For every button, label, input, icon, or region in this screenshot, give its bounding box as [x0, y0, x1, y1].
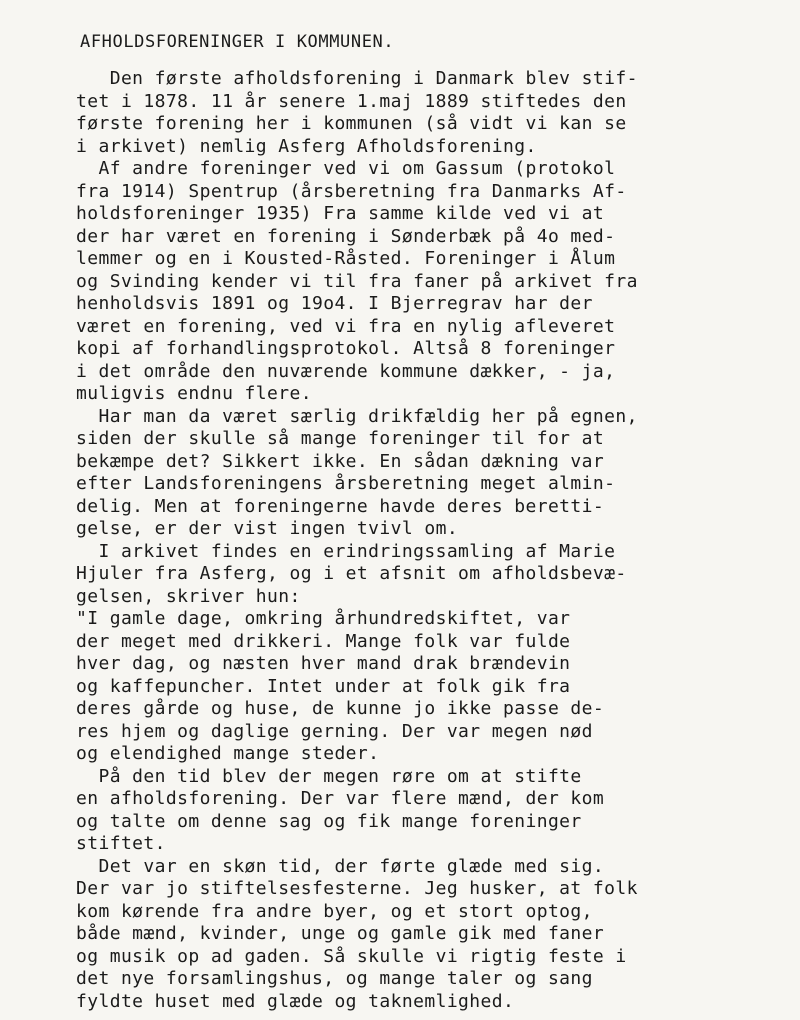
text-line: fra 1914) Spentrup (årsberetning fra Danmarks Af- [76, 180, 627, 202]
text-line: muligvis endnu flere. [76, 383, 312, 404]
text-line: Hjuler fra Asferg, og i et afsnit om afholdsbevæ- [76, 563, 627, 584]
text-line: deres gårde og huse, de kunne jo ikke passe de- [76, 698, 605, 719]
text-line: På den tid blev der megen røre om at stifte [76, 765, 582, 787]
text-line: og kaffepuncher. Intet under at folk gik fra [76, 675, 571, 697]
text-line: tet i 1878. 11 år senere 1.maj 1889 stiftedes den [76, 90, 627, 112]
text-line: Der var jo stiftelsesfesterne. Jeg husker, at folk [76, 878, 638, 899]
text-line: i det område den nuværende kommune dækker, - ja, [76, 360, 616, 382]
text-line: gelse, er der vist ingen tvivl om. [76, 518, 459, 539]
text-line: kom kørende fra andre byer, og et stort optog, [76, 900, 593, 922]
text-line: og talte om denne sag og fik mange foreninger [76, 810, 582, 832]
text-line: gelsen, skriver hun: [76, 585, 301, 607]
text-line: "I gamle dage, omkring århundredskiftet, var [76, 608, 571, 629]
text-line: stiftet. [76, 833, 166, 854]
text-line: Det var en skøn tid, der førte glæde med sig. [76, 855, 605, 877]
page-body [76, 68, 638, 1013]
text-line: henholdsvis 1891 og 19o4. I Bjerregrav har der [76, 293, 593, 314]
text-line: første forening her i kommunen (så vidt vi kan se [76, 113, 627, 134]
text-line: både mænd, kvinder, unge og gamle gik med faner [76, 923, 605, 944]
text-line: res hjem og daglige gerning. Der var megen nød [76, 720, 593, 742]
text-line: en afholdsforening. Der var flere mænd, der kom [76, 788, 605, 809]
text-line: efter Landsforeningens årsberetning meget almin- [76, 473, 616, 494]
text-line: Har man da været særlig drikfældig her på egnen, [76, 405, 638, 427]
text-line: i arkivet) nemlig Asferg Afholdsforening. [76, 135, 537, 157]
text-line: kopi af forhandlingsprotokol. Altså 8 foreninger [76, 338, 616, 359]
text-line: lemmer og en i Kousted-Råsted. Foreninger i Ålum [76, 248, 616, 269]
text-line: I arkivet findes en erindringssamling af Marie [76, 540, 616, 562]
text-line: siden der skulle så mange foreninger til for at [76, 428, 605, 449]
text-line: og elendighed mange steder. [76, 743, 380, 764]
page-heading: AFHOLDSFORENINGER I KOMMUNEN. [80, 32, 395, 52]
text-line: bekæmpe det? Sikkert ikke. En sådan dækning var [76, 450, 605, 472]
text-line: fyldte huset med glæde og taknemlighed. [76, 990, 515, 1012]
text-line: Af andre foreninger ved vi om Gassum (protokol [76, 158, 616, 179]
text-line: der har været en forening i Sønderbæk på 4o med- [76, 225, 616, 247]
text-line: og Svinding kender vi til fra faner på arkivet fra [76, 270, 638, 292]
text-line: der meget med drikkeri. Mange folk var fulde [76, 630, 571, 652]
text-line: Den første afholdsforening i Danmark blev stif- [76, 68, 638, 89]
text-line: delig. Men at foreningerne havde deres beretti- [76, 495, 605, 517]
text-line: holdsforeninger 1935) Fra samme kilde ved vi at [76, 203, 605, 224]
text-line: været en forening, ved vi fra en nylig afleveret [76, 315, 616, 337]
text-line: hver dag, og næsten hver mand drak brændevin [76, 653, 571, 674]
text-line: det nye forsamlingshus, og mange taler og sang [76, 968, 593, 989]
text-line: og musik op ad gaden. Så skulle vi rigtig feste i [76, 945, 627, 967]
